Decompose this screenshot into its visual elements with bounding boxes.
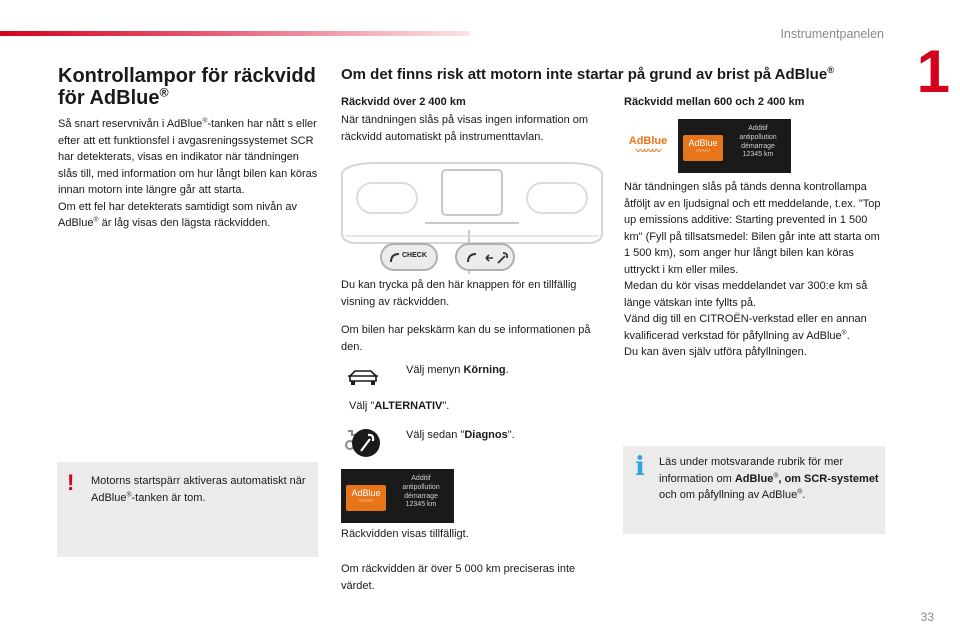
touchscreen-text: Om bilen har pekskärm kan du se informationen på den.: [341, 324, 591, 353]
section-title: Instrumentpanelen: [780, 27, 884, 41]
adblue-icon: AdBlue 〰〰〰: [628, 135, 668, 156]
chapter-number: 1: [916, 38, 950, 105]
info-icon: i: [635, 452, 645, 482]
check-button-label: CHECK: [402, 252, 427, 259]
display-message: Additif antipollution démarrage 12345 km: [402, 475, 440, 509]
step-select-driving: Välj menyn Körning.: [406, 364, 509, 376]
display-message: Additif antipollution démarrage 12345 km: [739, 125, 777, 159]
header-accent-bar: [0, 31, 470, 36]
mid-intro: När tändningen slås på visas ingen information om räckvidd automatiskt på instrumenttavlan.: [341, 114, 589, 143]
arc-icon: [388, 251, 402, 265]
car-icon: [346, 367, 380, 387]
info-text: Läs under motsvarande rubrik för mer information om AdBlue®, om SCR-systemet och om påfyllning av AdBlue®.: [659, 456, 879, 501]
check-button[interactable]: [380, 243, 438, 271]
temporary-display-text: Räckvidden visas tillfälligt.: [341, 528, 469, 540]
warning-box: [57, 462, 318, 557]
adblue-warning-icon: AdBlue 〰〰: [346, 485, 386, 511]
right-body: När tändningen slås på tänds denna kontrollampa åtföljt av en ljudsignal och ett meddelande, t.ex. "Top up emissions additive: Starting prevented in 1 500 km" (Fyll på tillsatsmedel: Bilen går inte att starta om 1 500 km), som anger hur långt bilen kan köras uttryckt i km eller miles. Medan du kör visas meddelandet var 300:e km så länge vätskan inte fyllts på. Vänd dig till en CITROËN-verkstad eller en annan kvalificerad verkstad för påfyllning av AdBlue®. Du kan även själv utföra påfyllningen.: [624, 181, 881, 358]
step-select-options: Välj "ALTERNATIV".: [349, 400, 450, 412]
mid-subtitle: Räckvidd över 2 400 km: [341, 96, 466, 108]
adblue-warning-icon: AdBlue 〰〰: [683, 135, 723, 161]
return-wrench-icon: [484, 251, 510, 265]
right-title: Om det finns risk att motorn inte startar på grund av brist på AdBlue®: [341, 65, 835, 83]
arc-icon: [465, 251, 479, 265]
page-number: 33: [920, 610, 934, 624]
press-button-text: Du kan trycka på den här knappen för en tillfällig visning av räckvidden.: [341, 279, 577, 308]
adblue-display-mid: [341, 469, 454, 523]
diagnostic-icon: [342, 425, 382, 461]
right-subtitle: Räckvidd mellan 600 och 2 400 km: [624, 96, 805, 108]
info-box: [623, 446, 885, 534]
warning-text: Motorns startspärr aktiveras automatiskt när AdBlue®-tanken är tom.: [91, 475, 306, 504]
warning-icon: !: [67, 470, 75, 495]
adblue-display-right: [678, 119, 791, 173]
return-wrench-button[interactable]: [455, 243, 515, 271]
range-over-5000-text: Om räckvidden är över 5 000 km preciseras inte värdet.: [341, 563, 576, 592]
step-select-diagnosis: Välj sedan "Diagnos".: [406, 429, 515, 441]
left-title: Kontrollampor för räckvidd för AdBlue®: [58, 65, 316, 109]
left-paragraph: Så snart reservnivån i AdBlue®-tanken har nått s eller efter att ett funktionsfel i avgasreningssystemet SCR har detekterats, visas en indikator när tändningen slås till, med information om hur långt bilen kan köras innan motorn inte längre går att starta. Om ett fel har detekterats samtidigt som nivån av AdBlue® är låg visas den lägsta räckvidden.: [58, 117, 318, 229]
